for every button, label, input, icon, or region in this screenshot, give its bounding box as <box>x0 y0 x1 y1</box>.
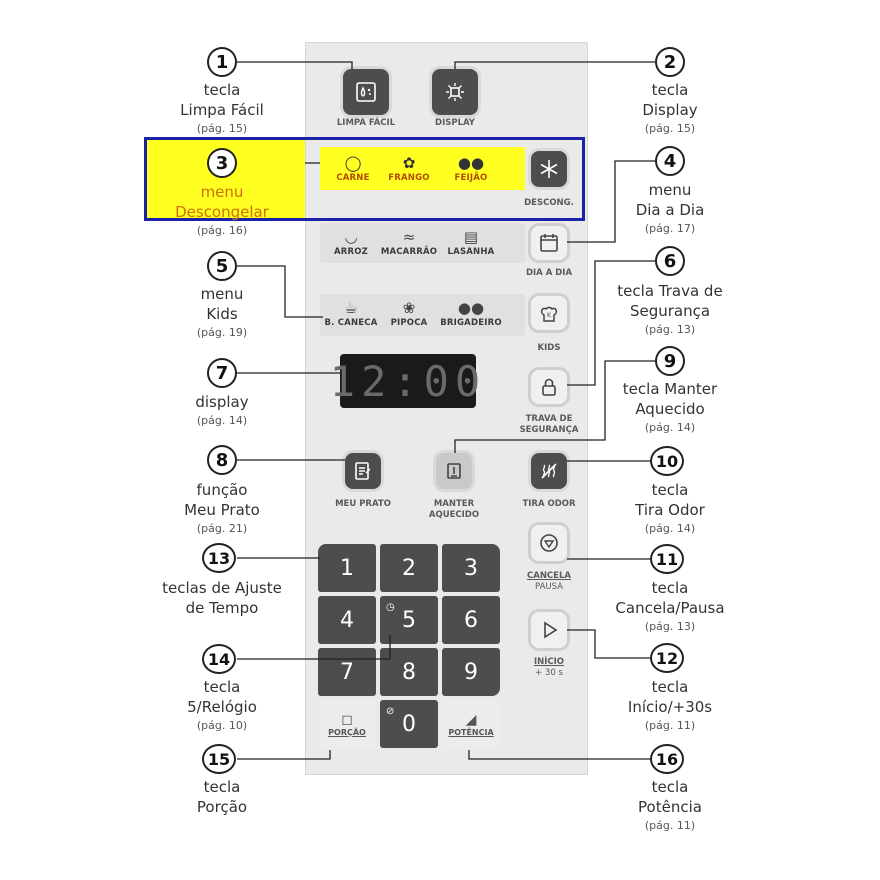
no-clock-icon: ⊘ <box>386 706 395 717</box>
recipe-book-icon <box>351 459 375 483</box>
menu-option-carne[interactable]: ◯ CARNE <box>322 153 384 183</box>
svg-text:K: K <box>547 312 551 319</box>
snowflake-icon <box>537 157 561 181</box>
lock-icon <box>537 375 561 399</box>
callout-7-label: display (pág. 14) <box>195 393 249 427</box>
callout-8-number: 8 <box>207 445 237 475</box>
chef-hat-icon <box>537 301 561 325</box>
callout-2-label: tecla Display (pág. 15) <box>642 81 698 135</box>
time-display: 12:00 <box>340 354 476 408</box>
callout-3-label: menu Descongelar (pág. 16) <box>175 183 269 237</box>
descong-button[interactable] <box>531 151 567 187</box>
menu-option-arroz[interactable]: ◡ ARROZ <box>320 227 382 257</box>
callout-9-label: tecla Manter Aquecido (pág. 14) <box>622 380 718 434</box>
callout-9-number: 9 <box>655 346 685 376</box>
highlight-descongelar-menu <box>320 147 525 190</box>
tira-odor-button[interactable] <box>531 453 567 489</box>
callout-12-number: 12 <box>650 643 684 673</box>
meu-prato-button[interactable] <box>345 453 381 489</box>
callout-5-label: menu Kids (pág. 19) <box>196 285 248 339</box>
tira-odor-label: TIRA ODOR <box>522 499 576 509</box>
callout-1-number: 1 <box>207 47 237 77</box>
callout-10-label: tecla Tira Odor (pág. 14) <box>635 481 705 535</box>
key-1[interactable]: 1 <box>318 544 376 592</box>
display-button[interactable] <box>432 69 478 115</box>
menu-option-frango[interactable]: ✿ FRANGO <box>378 153 440 183</box>
dia-a-dia-label: DIA A DIA <box>525 268 573 278</box>
callout-15-label: tecla Porção <box>196 778 248 816</box>
portion-icon: ◻ <box>341 711 353 728</box>
dia-a-dia-button[interactable] <box>531 226 567 260</box>
callout-4-number: 4 <box>655 146 685 176</box>
menu-option-macarrao[interactable]: ≈ MACARRÃO <box>378 227 440 257</box>
display-label: DISPLAY <box>435 118 475 128</box>
keep-warm-icon <box>442 459 466 483</box>
rice-bowl-icon: ◡ <box>344 228 358 246</box>
key-0[interactable]: ⊘ 0 <box>380 700 438 748</box>
popcorn-icon: ❀ <box>402 299 416 317</box>
callout-4-label: menu Dia a Dia (pág. 17) <box>635 181 705 235</box>
callout-14-label: tecla 5/Relógio (pág. 10) <box>187 678 257 732</box>
key-5[interactable]: ◷ 5 <box>380 596 438 644</box>
key-6[interactable]: 6 <box>442 596 500 644</box>
stop-icon <box>537 531 561 555</box>
brightness-icon <box>443 80 467 104</box>
callout-5-number: 5 <box>207 251 237 281</box>
trava-seguranca-button[interactable] <box>531 370 567 404</box>
key-4[interactable]: 4 <box>318 596 376 644</box>
potencia-button[interactable]: ◢ POTÊNCIA <box>442 700 500 748</box>
callout-16-number: 16 <box>650 744 684 774</box>
callout-12-label: tecla Início/+30s (pág. 11) <box>627 678 713 732</box>
menu-option-b-caneca[interactable]: ☕ B. CANECA <box>320 298 382 328</box>
callout-6-number: 6 <box>655 246 685 276</box>
kids-menu <box>320 294 525 336</box>
callout-16-label: tecla Potência (pág. 11) <box>638 778 702 832</box>
key-7[interactable]: 7 <box>318 648 376 696</box>
callout-2-number: 2 <box>655 47 685 77</box>
callout-1-label: tecla Limpa Fácil (pág. 15) <box>180 81 264 135</box>
manter-aquecido-button[interactable] <box>436 453 472 489</box>
menu-option-feijao[interactable]: ●● FEIJÃO <box>440 153 502 183</box>
cancela-pausa-label: CANCELA PAUSA <box>527 571 571 592</box>
dia-a-dia-menu <box>320 223 525 263</box>
chicken-icon: ✿ <box>402 154 416 172</box>
brigadeiro-icon: ●● <box>457 299 485 317</box>
calendar-icon <box>537 231 561 255</box>
menu-option-lasanha[interactable]: ▤ LASANHA <box>440 227 502 257</box>
callout-13-number: 13 <box>202 543 236 573</box>
manter-aquecido-label: MANTER AQUECIDO <box>428 499 480 520</box>
cancela-pausa-button[interactable] <box>531 525 567 561</box>
beans-icon: ●● <box>457 154 485 172</box>
trava-seguranca-label: TRAVA DE SEGURANÇA <box>519 414 579 435</box>
meat-icon: ◯ <box>344 154 362 172</box>
menu-option-pipoca[interactable]: ❀ PIPOCA <box>378 298 440 328</box>
clock-icon: ◷ <box>386 602 395 613</box>
porcao-button[interactable]: ◻ PORÇÃO <box>318 700 376 748</box>
inicio-label: INÍCIO + 30 s <box>533 657 565 678</box>
callout-15-number: 15 <box>202 744 236 774</box>
meu-prato-label: MEU PRATO <box>335 499 391 509</box>
key-3[interactable]: 3 <box>442 544 500 592</box>
water-drop-icon <box>354 80 378 104</box>
play-icon <box>537 618 561 642</box>
mug-icon: ☕ <box>344 299 358 317</box>
odor-removal-icon <box>537 459 561 483</box>
limpa-facil-button[interactable] <box>343 69 389 115</box>
key-2[interactable]: 2 <box>380 544 438 592</box>
inicio-button[interactable] <box>531 612 567 648</box>
key-9[interactable]: 9 <box>442 648 500 696</box>
callout-7-number: 7 <box>207 358 237 388</box>
power-level-icon: ◢ <box>465 711 477 728</box>
callout-6-label: tecla Trava de Segurança (pág. 13) <box>617 282 723 336</box>
callout-11-label: tecla Cancela/Pausa (pág. 13) <box>615 579 725 633</box>
limpa-facil-label: LIMPA FÁCIL <box>336 118 396 128</box>
callout-13-label: teclas de Ajuste de Tempo <box>162 579 282 617</box>
descong-label: DESCONG. <box>524 198 574 208</box>
callout-8-label: função Meu Prato (pág. 21) <box>184 481 260 535</box>
callout-10-number: 10 <box>650 446 684 476</box>
kids-label: KIDS <box>537 343 561 353</box>
callout-11-number: 11 <box>650 544 684 574</box>
lasagna-icon: ▤ <box>463 228 479 246</box>
callout-3-number: 3 <box>207 148 237 178</box>
callout-14-number: 14 <box>202 644 236 674</box>
numeric-keypad <box>318 544 502 750</box>
kids-button[interactable] <box>531 296 567 330</box>
menu-option-brigadeiro[interactable]: ●● BRIGADEIRO <box>440 299 502 328</box>
key-8[interactable]: 8 <box>380 648 438 696</box>
pasta-icon: ≈ <box>402 228 416 246</box>
